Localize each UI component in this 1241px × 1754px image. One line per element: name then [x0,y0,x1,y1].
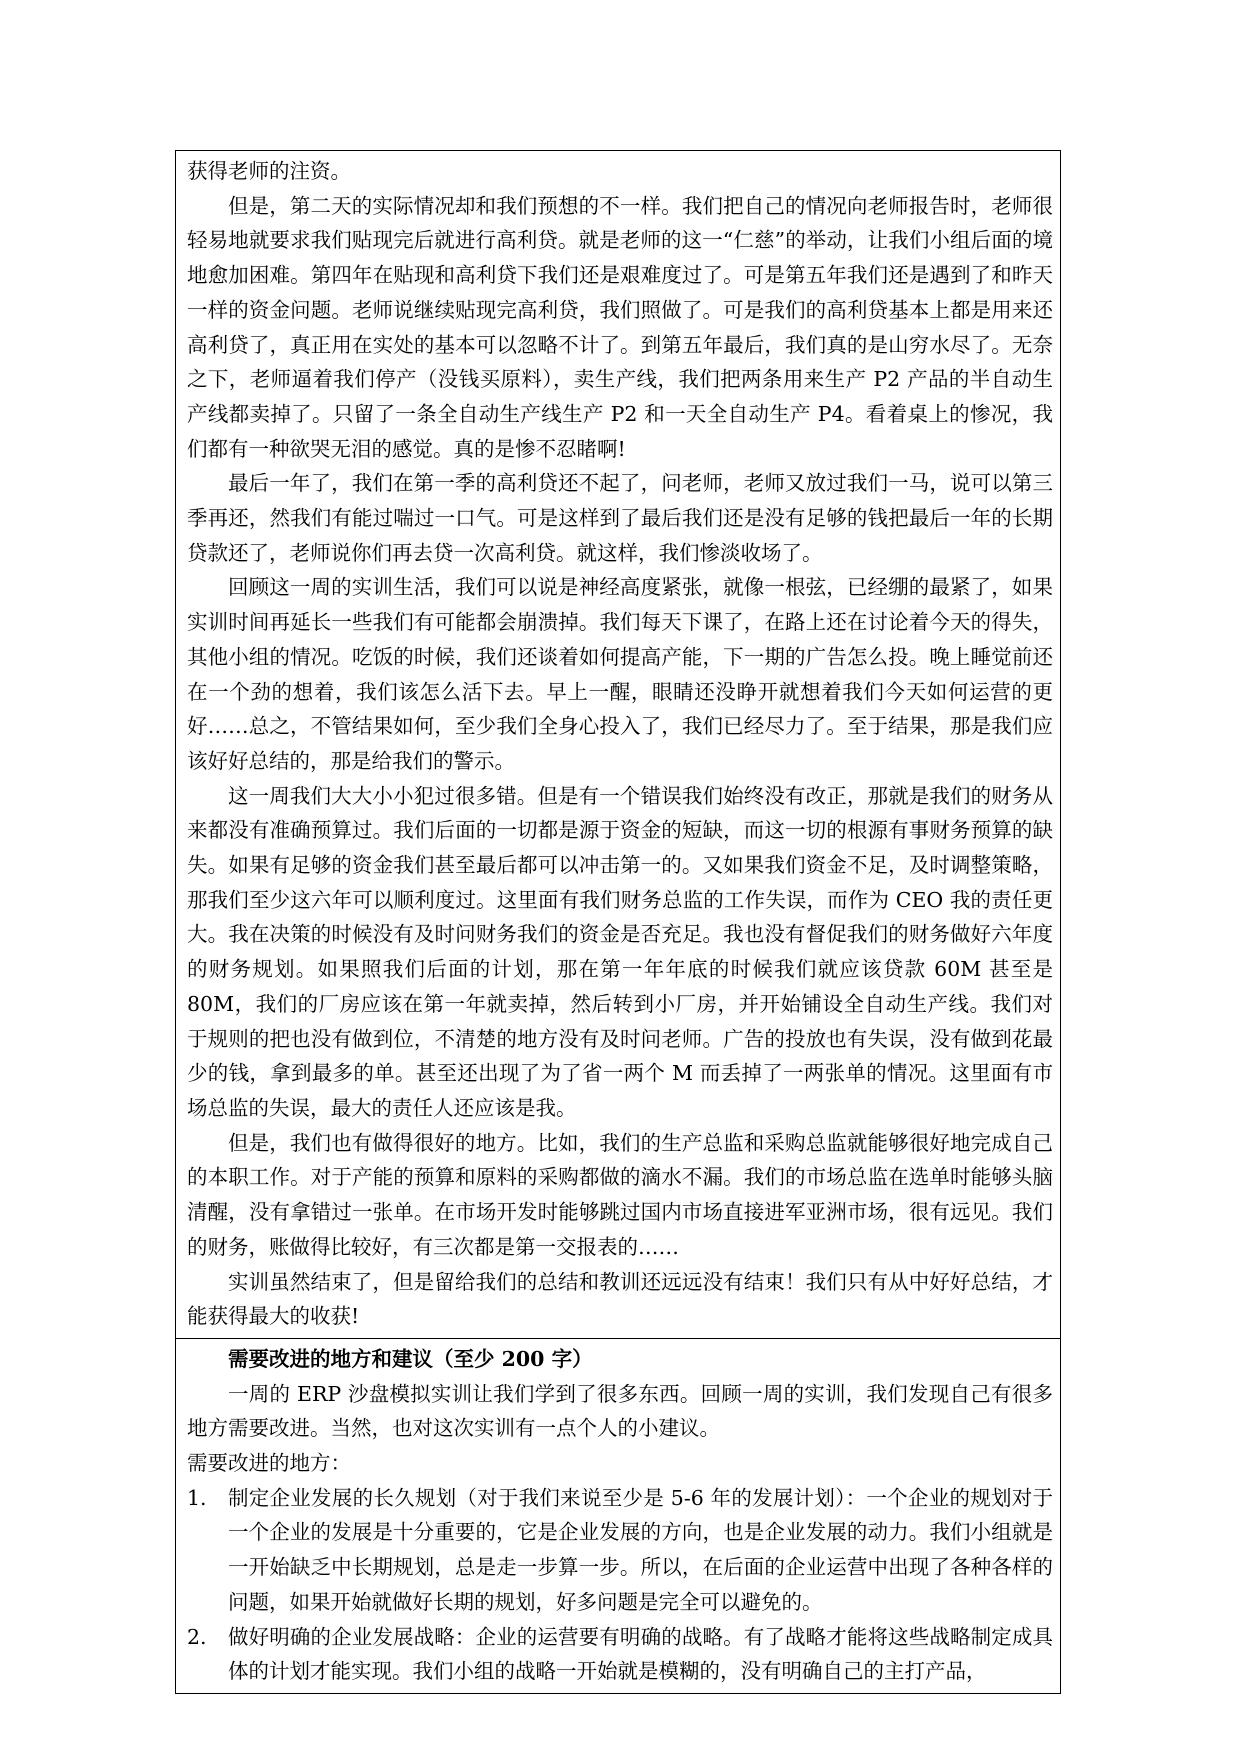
list-item-text: 做好明确的企业发展战略：企业的运营要有明确的战略。有了战略才能将这些战略制定成具体的计划才能实现。我们小组的战略一开始就是模糊的，没有明确自己的主打产品， [228,1624,1053,1684]
subheading: 需要改进的地方： [187,1451,351,1476]
paragraph-conclusion: 实训虽然结束了，但是留给我们的总结和教训还远远没有结束！我们只有从中好好总结，才能获得最大的收获! [187,1269,1053,1329]
paragraph-review-week: 回顾这一周的实训生活，我们可以说是神经高度紧张，就像一根弦，已经绷的最紧了，如果实训时间再延长一些我们有可能都会崩溃掉。我们每天下课了，在路上还在讨论着今天的得失，其他小组的情况。吃饭的时候，我们还谈着如何提高产能，下一期的广告怎么投。晚上睡觉前还在一个劲的想着，我们该怎么活下去。早上一醒，眼睛还没睁开就想着我们今天如何运营的更好……总之，不管结果如何，至少我们全身心投入了，我们已经尽力了。至于结果，那是我们应该好好总结的，那是给我们的警示。 [187,575,1053,773]
section-heading: 需要改进的地方和建议（至少 200 字） [228,1346,593,1371]
list-item-text: 制定企业发展的长久规划（对于我们来说至少是 5-6 年的发展计划）：一个企业的规划对于一个企业的发展是十分重要的，它是企业发展的方向，也是企业发展的动力。我们小组就是一开始缺乏中长期规划，总是走一步算一步。所以，在后面的企业运营中出现了各种各样的问题，如果开始就做好长期的规划，好多问题是完全可以避免的。 [228,1485,1053,1614]
paragraph-second-day: 但是，第二天的实际情况却和我们预想的不一样。我们把自己的情况向老师报告时，老师很轻易地就要求我们贴现完后就进行高利贷。就是老师的这一“仁慈”的举动，让我们小组后面的境地愈加困难。第四年在贴现和高利贷下我们还是艰难度过了。可是第五年我们还是遇到了和昨天一样的资金问题。老师说继续贴现完高利贷，我们照做了。可是我们的高利贷基本上都是用来还高利贷了，真正用在实处的基本可以忽略不计了。到第五年最后，我们真的是山穷水尽了。无奈之下，老师逼着我们停产（没钱买原料），卖生产线，我们把两条用来生产 P2 产品的半自动生产线都卖掉了。只留了一条全自动生产线生产 P2 和一天全自动生产 P4。看着桌上的惨况，我们都有一种欲哭无泪的感觉。真的是惨不忍睹啊! [187,193,1053,461]
paragraph-strengths: 但是，我们也有做得很好的地方。比如，我们的生产总监和采购总监就能够很好地完成自己的本职工作。对于产能的预算和原料的采购都做的滴水不漏。我们的市场总监在选单时能够头脑清醒，没有拿错过一张单。在市场开发时能够跳过国内市场直接进军亚洲市场，很有远见。我们的财务，账做得比较好，有三次都是第一交报表的…… [187,1130,1053,1259]
reflection-cell [176,151,1061,1339]
report-table [175,150,1061,1694]
paragraph-continuation: 获得老师的注资。 [187,159,351,183]
list-item-number: 1. [187,1485,207,1510]
paragraph-final-year: 最后一年了，我们在第一季的高利贷还不起了，问老师，老师又放过我们一马，说可以第三季再还，然我们有能过喘过一口气。可是这样到了最后我们还是没有足够的钱把最后一年的长期贷款还了，老师说你们再去贷一次高利贷。就这样，我们惨淡收场了。 [187,471,1053,565]
list-item [187,1620,1053,1689]
improvements-row [176,1338,1061,1693]
reflection-row [176,151,1061,1339]
list-item [187,1481,1053,1620]
paragraph-mistakes: 这一周我们大大小小犯过很多错。但是有一个错误我们始终没有改正，那就是我们的财务从来都没有准确预算过。我们后面的一切都是源于资金的短缺，而这一切的根源有事财务预算的缺失。如果有足够的资金我们甚至最后都可以冲击第一的。又如果我们资金不足，及时调整策略，那我们至少这六年可以顺利度过。这里面有我们财务总监的工作失误，而作为 CEO 我的责任更大。我在决策的时候没有及时问财务我们的资金是否充足。我也没有督促我们的财务做好六年度的财务规划。如果照我们后面的计划，那在第一年年底的时候我们就应该贷款 60M 甚至是 80M，我们的厂房应该在第一年就卖掉，然后转到小厂房，并开始铺设全自动生产线。我们对于规则的把也没有做到位，不清楚的地方没有及时问老师。广告的投放也有失误，没有做到花最少的钱，拿到最多的单。甚至还出现了为了省一两个 M 而丢掉了一两张单的情况。这里面有市场总监的失误，最大的责任人还应该是我。 [187,783,1053,1120]
list-item-number: 2. [187,1624,207,1649]
improvements-cell [176,1338,1061,1693]
intro-paragraph: 一周的 ERP 沙盘模拟实训让我们学到了很多东西。回顾一周的实训，我们发现自己有很多地方需要改进。当然，也对这次实训有一点个人的小建议。 [187,1381,1053,1441]
